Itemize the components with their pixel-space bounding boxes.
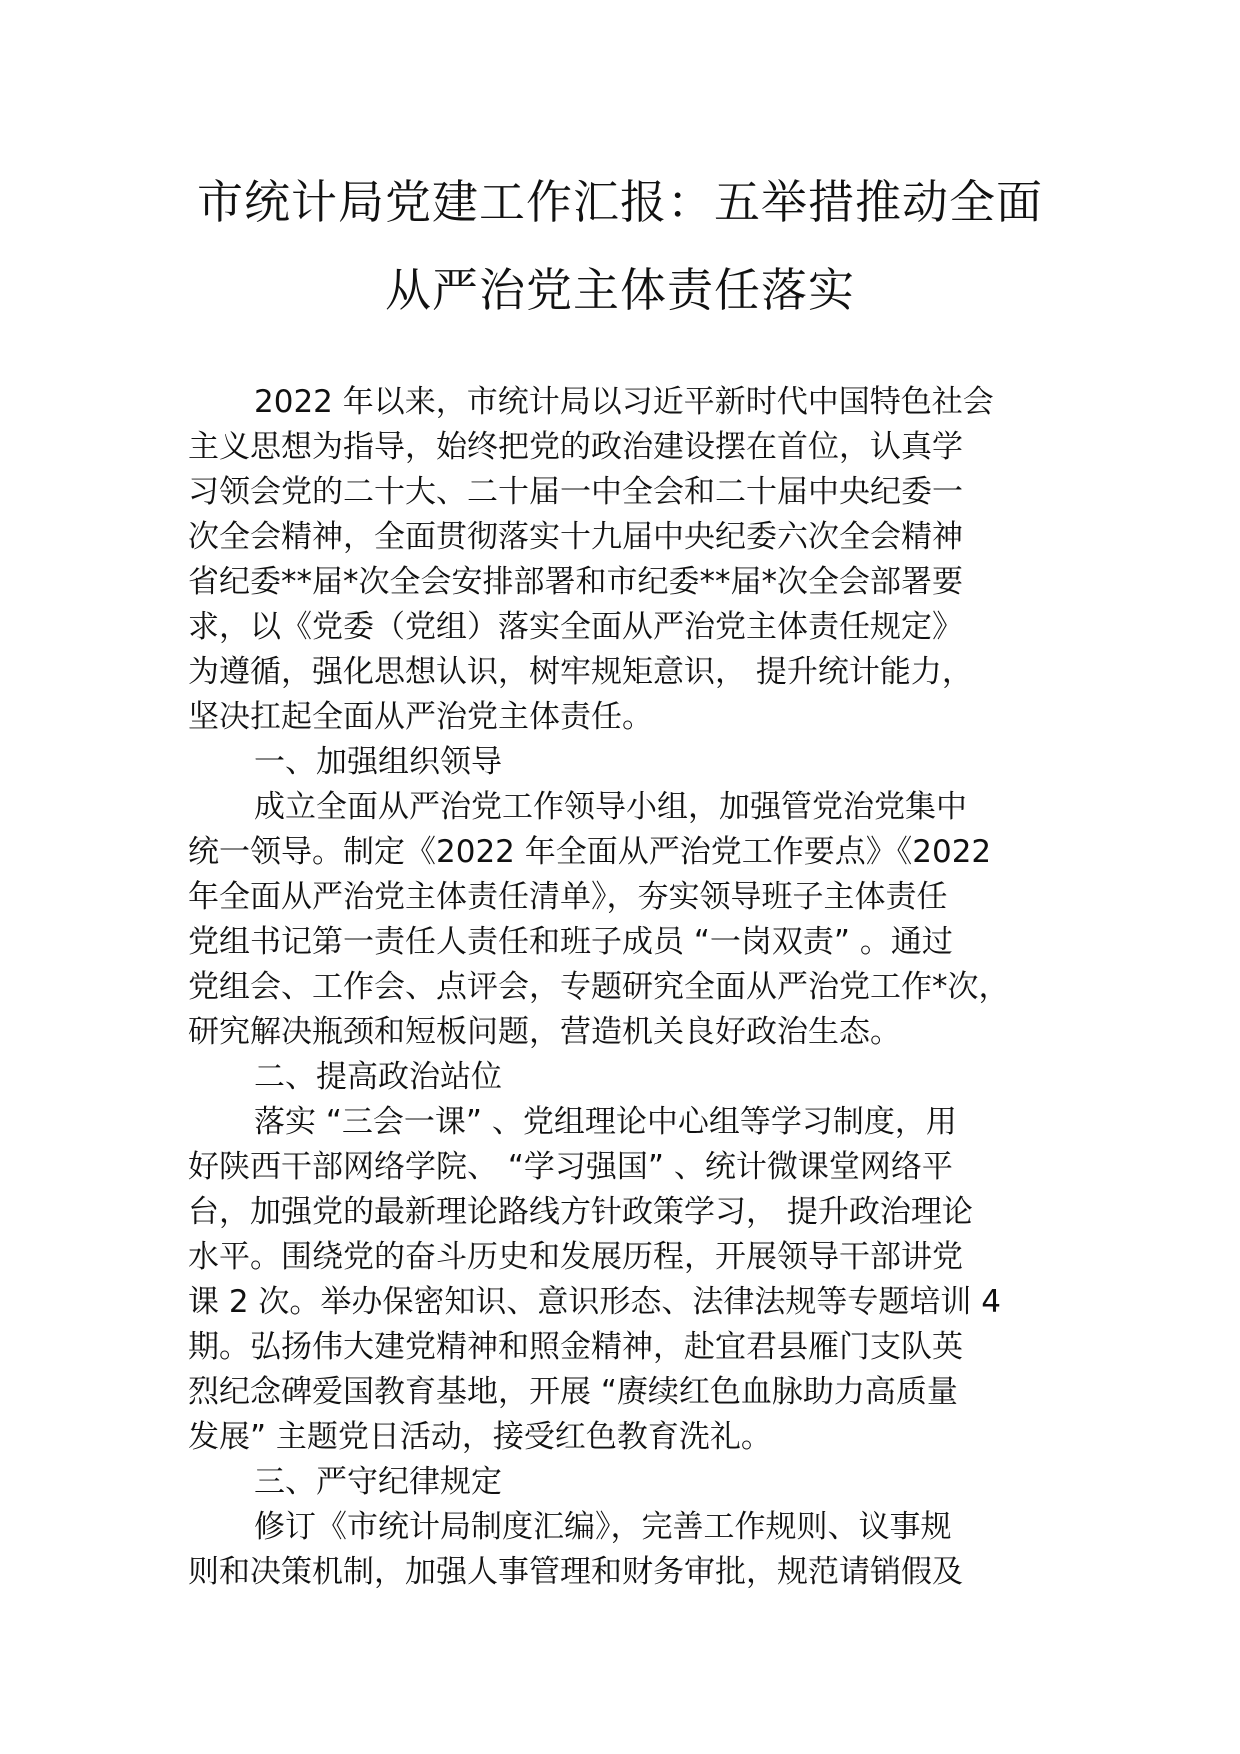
body-line: 期。弘扬伟大建党精神和照金精神，赴宜君县雁门支队英 — [188, 1329, 963, 1365]
body-line: 次全会精神，全面贯彻落实十九届中央纪委六次全会精神 — [188, 519, 963, 555]
document-title-line-1: 市统计局党建工作汇报：五举措推动全面 — [197, 175, 1043, 229]
body-line: 习领会党的二十大、二十届一中全会和二十届中央纪委一 — [188, 474, 963, 510]
body-line: 修订《市统计局制度汇编》，完善工作规则、议事规 — [254, 1509, 952, 1545]
body-line: 研究解决瓶颈和短板问题，营造机关良好政治生态。 — [188, 1014, 901, 1050]
body-line: 则和决策机制，加强人事管理和财务审批，规范请销假及 — [188, 1554, 963, 1590]
body-line: 年全面从严治党主体责任清单》，夯实领导班子主体责任 — [188, 879, 948, 915]
body-line: 成立全面从严治党工作领导小组，加强管党治党集中 — [254, 789, 967, 825]
body-line: 发展” 主题党日活动，接受红色教育洗礼。 — [188, 1419, 772, 1455]
body-line: 主义思想为指导，始终把党的政治建设摆在首位，认真学 — [188, 429, 963, 465]
body-line: 统一领导。制定《2022 年全面从严治党工作要点》《2022 — [188, 834, 992, 870]
document-body — [188, 380, 1058, 1595]
body-line: 落实 “三会一课” 、党组理论中心组等学习制度，用 — [254, 1104, 957, 1140]
body-line: 烈纪念碑爱国教育基地，开展 “赓续红色血脉助力高质量 — [188, 1374, 958, 1410]
body-line: 二、提高政治站位 — [254, 1059, 502, 1095]
body-line: 好陕西干部网络学院、 “学习强国” 、统计微课堂网络平 — [188, 1149, 953, 1185]
body-line: 党组会、工作会、点评会，专题研究全面从严治党工作*次， — [188, 969, 1010, 1005]
body-line: 台，加强党的最新理论路线方针政策学习， 提升政治理论 — [188, 1194, 973, 1230]
body-line: 省纪委**届*次全会安排部署和市纪委**届*次全会部署要 — [188, 564, 963, 600]
body-line: 党组书记第一责任人责任和班子成员 “一岗双责” 。通过 — [188, 924, 953, 960]
body-line: 坚决扛起全面从严治党主体责任。 — [188, 699, 653, 735]
body-line: 一、加强组织领导 — [254, 744, 502, 780]
body-line: 三、严守纪律规定 — [254, 1464, 502, 1500]
body-line: 课 2 次。举办保密知识、意识形态、法律法规等专题培训 4 — [188, 1284, 1002, 1320]
body-line: 2022 年以来，市统计局以习近平新时代中国特色社会 — [254, 384, 994, 420]
body-line: 水平。围绕党的奋斗历史和发展历程，开展领导干部讲党 — [188, 1239, 963, 1275]
document-title-line-2: 从严治党主体责任落实 — [385, 263, 855, 317]
body-line: 求，以《党委（党组）落实全面从严治党主体责任规定》 — [188, 609, 963, 645]
body-line: 为遵循，强化思想认识，树牢规矩意识， 提升统计能力， — [188, 654, 973, 690]
